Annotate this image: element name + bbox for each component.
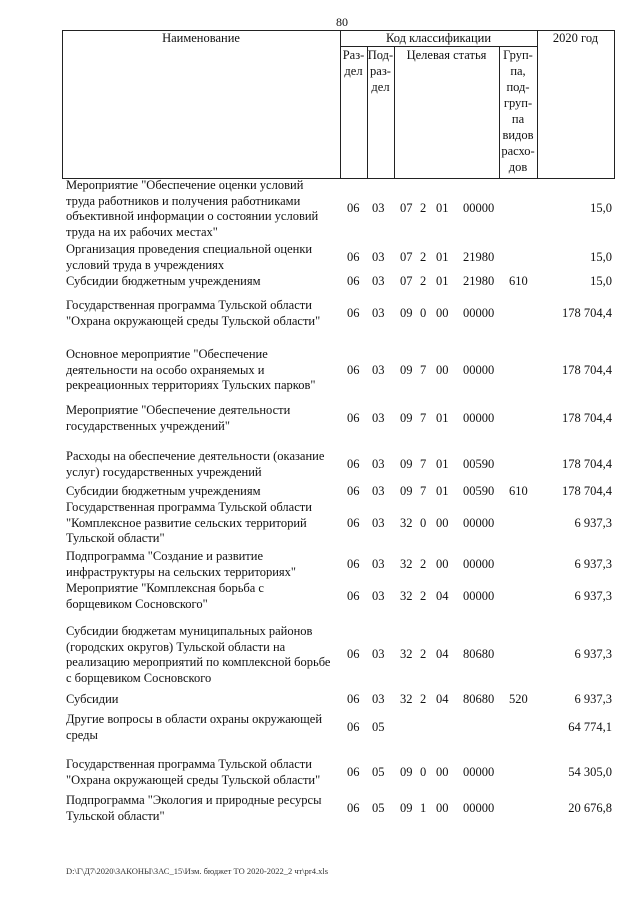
row-p3: 00 bbox=[436, 765, 449, 779]
row-amount: 178 704,4 bbox=[562, 306, 612, 320]
row-name bbox=[66, 757, 336, 788]
row-razdel: 06 bbox=[347, 484, 360, 498]
row-name-line: реализацию мероприятий по комплексной борьбе bbox=[66, 655, 331, 669]
row-p2: 2 bbox=[420, 647, 427, 661]
row-name-line: объективной информации о состоянии условий bbox=[66, 209, 319, 223]
row-p4: 00000 bbox=[463, 765, 495, 779]
row-p3: 00 bbox=[436, 557, 449, 571]
row-name-line: "Охрана окружающей среды Тульской области" bbox=[66, 772, 321, 787]
row-p3: 04 bbox=[436, 692, 449, 706]
row-amount: 6 937,3 bbox=[574, 647, 612, 661]
row-name bbox=[66, 793, 336, 824]
row-name-line: государственных учреждений" bbox=[66, 418, 230, 433]
row-name-line: условий труда в учреждениях bbox=[66, 257, 225, 272]
row-p3: 01 bbox=[436, 274, 449, 288]
row-p1: 07 bbox=[400, 201, 413, 215]
row-amount: 178 704,4 bbox=[562, 363, 612, 377]
row-p1: 32 bbox=[400, 647, 413, 661]
row-podrazdel: 03 bbox=[372, 516, 385, 530]
row-name-line: Расходы на обеспечение деятельности (оказание bbox=[66, 449, 325, 463]
row-name-line: среды bbox=[66, 727, 98, 742]
row-name bbox=[66, 274, 336, 290]
row-p3: 00 bbox=[436, 363, 449, 377]
row-amount: 6 937,3 bbox=[574, 589, 612, 603]
row-p3: 01 bbox=[436, 250, 449, 264]
row-podrazdel: 05 bbox=[372, 801, 385, 815]
row-p2: 0 bbox=[420, 306, 427, 320]
row-p3: 01 bbox=[436, 457, 449, 471]
row-p2: 7 bbox=[420, 484, 427, 498]
row-p2: 2 bbox=[420, 274, 427, 288]
row-podrazdel: 03 bbox=[372, 306, 385, 320]
row-p1: 09 bbox=[400, 765, 413, 779]
row-podrazdel: 03 bbox=[372, 589, 385, 603]
row-p1: 32 bbox=[400, 692, 413, 706]
row-razdel: 06 bbox=[347, 250, 360, 264]
row-name-line: Субсидии бюджетным учреждениям bbox=[66, 274, 261, 288]
row-name-line: "Комплексное развитие сельских территорий bbox=[66, 515, 307, 530]
row-name bbox=[66, 549, 336, 580]
row-name-line: Государственная программа Тульской области bbox=[66, 298, 312, 312]
row-razdel: 06 bbox=[347, 201, 360, 215]
row-name-line: борщевиком Сосновского" bbox=[66, 596, 208, 611]
row-razdel: 06 bbox=[347, 274, 360, 288]
row-p1: 07 bbox=[400, 250, 413, 264]
row-name-line: услуг) государственных учреждений bbox=[66, 464, 262, 479]
row-razdel: 06 bbox=[347, 647, 360, 661]
row-p2: 7 bbox=[420, 411, 427, 425]
row-name bbox=[66, 347, 336, 394]
row-p4: 21980 bbox=[463, 274, 495, 288]
row-name bbox=[66, 178, 336, 240]
row-razdel: 06 bbox=[347, 557, 360, 571]
row-p2: 7 bbox=[420, 363, 427, 377]
row-p3: 00 bbox=[436, 306, 449, 320]
name-column-header: Наименование bbox=[162, 31, 240, 45]
row-amount: 178 704,4 bbox=[562, 411, 612, 425]
row-name bbox=[66, 624, 336, 686]
row-name-line: Другие вопросы в области охраны окружающей bbox=[66, 712, 323, 726]
row-p1: 09 bbox=[400, 363, 413, 377]
row-podrazdel: 03 bbox=[372, 274, 385, 288]
expense-group-header: Груп- па, под- груп- па видов расхо- дов bbox=[501, 48, 535, 174]
row-name-line: Подпрограмма "Создание и развитие bbox=[66, 549, 264, 563]
row-name-line: Субсидии bbox=[66, 692, 119, 706]
row-p2: 2 bbox=[420, 692, 427, 706]
row-amount: 6 937,3 bbox=[574, 516, 612, 530]
row-p4: 00000 bbox=[463, 306, 495, 320]
row-p2: 2 bbox=[420, 589, 427, 603]
row-p3: 04 bbox=[436, 647, 449, 661]
row-p1: 32 bbox=[400, 516, 413, 530]
row-amount: 54 305,0 bbox=[568, 765, 612, 779]
row-p3: 04 bbox=[436, 589, 449, 603]
row-name bbox=[66, 581, 336, 612]
row-name-line: Тульской области" bbox=[66, 808, 165, 823]
row-p4: 80680 bbox=[463, 647, 495, 661]
row-podrazdel: 03 bbox=[372, 201, 385, 215]
row-podrazdel: 03 bbox=[372, 363, 385, 377]
row-p2: 7 bbox=[420, 457, 427, 471]
row-p3: 00 bbox=[436, 516, 449, 530]
row-name bbox=[66, 403, 336, 434]
podrazdel-header: Под- раз- дел bbox=[367, 48, 394, 94]
file-path-footer: D:\Г\Д7\2020\ЗАКОНЫ\ЗАС_15\Изм. бюджет ТО 2020-2022_2 чт\pr4.xls bbox=[66, 866, 329, 876]
row-razdel: 06 bbox=[347, 516, 360, 530]
row-name-line: рекреационных территориях Тульских парков" bbox=[66, 378, 316, 392]
row-razdel: 06 bbox=[347, 720, 360, 734]
row-name-line: Субсидии бюджетам муниципальных районов bbox=[66, 624, 313, 638]
row-name bbox=[66, 298, 336, 329]
table-header bbox=[62, 30, 615, 180]
row-group: 610 bbox=[509, 274, 528, 288]
row-p4: 00000 bbox=[463, 801, 495, 815]
row-p4: 00000 bbox=[463, 411, 495, 425]
row-p4: 00590 bbox=[463, 484, 495, 498]
row-name-line: деятельности на особо охраняемых и bbox=[66, 362, 265, 377]
row-name-line: Тульской области" bbox=[66, 531, 165, 545]
row-amount: 15,0 bbox=[590, 250, 612, 264]
row-name bbox=[66, 692, 336, 708]
row-razdel: 06 bbox=[347, 411, 360, 425]
row-amount: 6 937,3 bbox=[574, 692, 612, 706]
row-p4: 00000 bbox=[463, 201, 495, 215]
row-name bbox=[66, 500, 336, 547]
row-razdel: 06 bbox=[347, 765, 360, 779]
row-p2: 2 bbox=[420, 250, 427, 264]
row-podrazdel: 03 bbox=[372, 457, 385, 471]
row-amount: 178 704,4 bbox=[562, 457, 612, 471]
row-razdel: 06 bbox=[347, 801, 360, 815]
row-podrazdel: 05 bbox=[372, 765, 385, 779]
row-name-line: Субсидии бюджетным учреждениям bbox=[66, 484, 261, 498]
row-name-line: Подпрограмма "Экология и природные ресурсы bbox=[66, 793, 322, 807]
row-p3: 01 bbox=[436, 484, 449, 498]
row-amount: 6 937,3 bbox=[574, 557, 612, 571]
row-name-line: (городских округов) Тульской области на bbox=[66, 639, 286, 654]
row-name-line: Мероприятие "Обеспечение оценки условий bbox=[66, 178, 304, 192]
razdel-header: Раз- дел bbox=[342, 48, 365, 78]
row-p2: 1 bbox=[420, 801, 427, 815]
row-p2: 2 bbox=[420, 557, 427, 571]
row-amount: 178 704,4 bbox=[562, 484, 612, 498]
classification-code-header: Код классификации bbox=[385, 31, 492, 45]
row-amount: 64 774,1 bbox=[568, 720, 612, 734]
row-p1: 32 bbox=[400, 557, 413, 571]
row-name-line: с борщевиком Сосновского bbox=[66, 670, 212, 685]
row-p4: 00000 bbox=[463, 516, 495, 530]
row-name-line: Мероприятие "Обеспечение деятельности bbox=[66, 403, 291, 417]
row-name-line: труда работников и получения работниками bbox=[66, 193, 301, 208]
row-p1: 09 bbox=[400, 457, 413, 471]
row-p4: 00590 bbox=[463, 457, 495, 471]
row-p2: 0 bbox=[420, 765, 427, 779]
target-article-header: Целевая статья bbox=[406, 48, 487, 62]
row-p2: 0 bbox=[420, 516, 427, 530]
row-name-line: Организация проведения специальной оценки bbox=[66, 242, 313, 256]
row-name-line: Государственная программа Тульской области bbox=[66, 757, 312, 771]
row-p2: 2 bbox=[420, 201, 427, 215]
row-podrazdel: 03 bbox=[372, 557, 385, 571]
row-podrazdel: 03 bbox=[372, 692, 385, 706]
row-podrazdel: 03 bbox=[372, 411, 385, 425]
row-p4: 00000 bbox=[463, 557, 495, 571]
row-amount: 20 676,8 bbox=[568, 801, 612, 815]
row-p3: 01 bbox=[436, 201, 449, 215]
row-name-line: Государственная программа Тульской области bbox=[66, 500, 312, 514]
row-name bbox=[66, 484, 336, 500]
row-name bbox=[66, 712, 336, 743]
row-name-line: Мероприятие "Комплексная борьба с bbox=[66, 581, 264, 595]
row-amount: 15,0 bbox=[590, 274, 612, 288]
row-name-line: труда на их рабочих местах" bbox=[66, 224, 218, 239]
row-name-line: инфраструктуры на сельских территориях" bbox=[66, 564, 297, 579]
row-p4: 80680 bbox=[463, 692, 495, 706]
row-name-line: Основное мероприятие "Обеспечение bbox=[66, 347, 268, 361]
row-podrazdel: 05 bbox=[372, 720, 385, 734]
row-p4: 00000 bbox=[463, 589, 495, 603]
row-group: 520 bbox=[509, 692, 528, 706]
year-column-header: 2020 год bbox=[552, 31, 599, 45]
row-podrazdel: 03 bbox=[372, 647, 385, 661]
row-p4: 21980 bbox=[463, 250, 495, 264]
row-podrazdel: 03 bbox=[372, 250, 385, 264]
row-razdel: 06 bbox=[347, 692, 360, 706]
row-razdel: 06 bbox=[347, 589, 360, 603]
row-amount: 15,0 bbox=[590, 201, 612, 215]
row-p1: 09 bbox=[400, 484, 413, 498]
row-p1: 32 bbox=[400, 589, 413, 603]
row-name-line: "Охрана окружающей среды Тульской области" bbox=[66, 313, 321, 328]
row-p1: 07 bbox=[400, 274, 413, 288]
row-razdel: 06 bbox=[347, 306, 360, 320]
row-podrazdel: 03 bbox=[372, 484, 385, 498]
row-name bbox=[66, 242, 336, 273]
row-group: 610 bbox=[509, 484, 528, 498]
row-razdel: 06 bbox=[347, 457, 360, 471]
row-p1: 09 bbox=[400, 411, 413, 425]
page-number: 80 bbox=[336, 15, 348, 29]
row-p3: 00 bbox=[436, 801, 449, 815]
row-p1: 09 bbox=[400, 801, 413, 815]
row-p4: 00000 bbox=[463, 363, 495, 377]
row-name bbox=[66, 449, 336, 480]
row-razdel: 06 bbox=[347, 363, 360, 377]
row-p1: 09 bbox=[400, 306, 413, 320]
row-p3: 01 bbox=[436, 411, 449, 425]
